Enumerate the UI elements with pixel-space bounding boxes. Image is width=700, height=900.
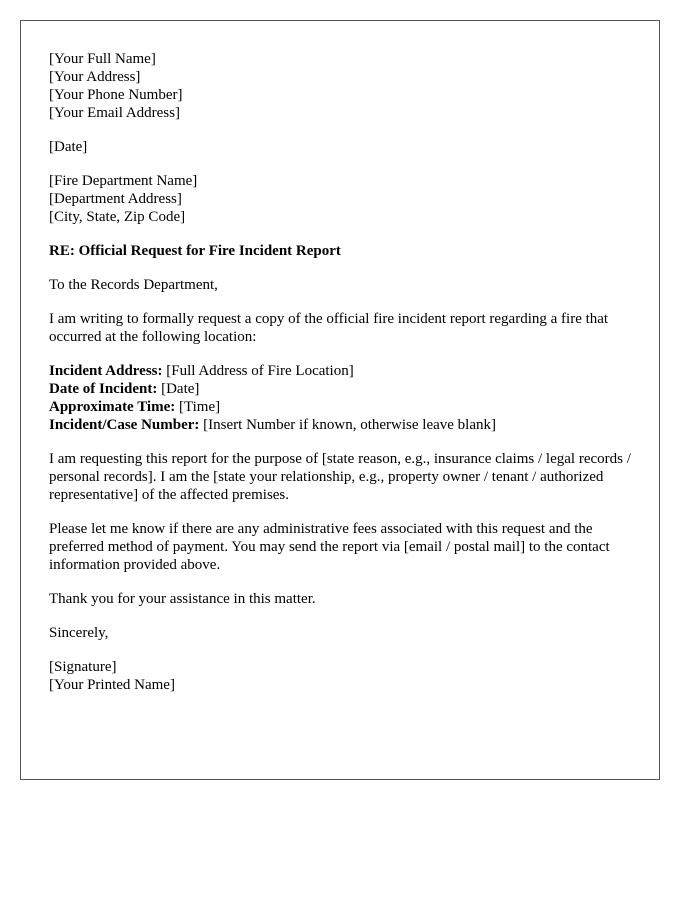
incident-address-label: Incident Address: — [49, 363, 163, 379]
sender-address: [Your Address] — [49, 69, 141, 85]
date-line: [Date] — [49, 139, 88, 155]
sender-block — [49, 50, 631, 122]
closing-line: Sincerely, — [49, 625, 109, 641]
intro-paragraph: I am writing to formally request a copy of the official fire incident report regarding a fire that occurred at the following location: — [49, 311, 609, 345]
incident-detail-row — [49, 362, 631, 380]
incident-address-value: [Full Address of Fire Location] — [162, 363, 354, 379]
sender-email: [Your Email Address] — [49, 105, 180, 121]
fees-paragraph: Please let me know if there are any administrative fees associated with this request and the preferred method of payment. You may send the report via [email / postal mail] to the contact information provided above. — [49, 521, 610, 573]
incident-detail-row — [49, 380, 631, 398]
subject-line: RE: Official Request for Fire Incident Report — [49, 243, 341, 259]
incident-case-number-label: Incident/Case Number: — [49, 417, 200, 433]
sender-phone: [Your Phone Number] — [49, 87, 183, 103]
signature-line: [Signature] — [49, 659, 117, 675]
recipient-block — [49, 172, 631, 226]
incident-detail-row — [49, 416, 631, 434]
signature-block — [49, 658, 631, 694]
recipient-department-address: [Department Address] — [49, 191, 182, 207]
sender-name: [Your Full Name] — [49, 51, 156, 67]
purpose-paragraph: I am requesting this report for the purpose of [state reason, e.g., insurance claims / legal records / personal records]. I am the [state your relationship, e.g., property owner / tenant / authorized representative] of the affected premises. — [49, 451, 631, 503]
incident-detail-row — [49, 398, 631, 416]
salutation: To the Records Department, — [49, 277, 218, 293]
thanks-line: Thank you for your assistance in this matter. — [49, 591, 316, 607]
incident-date-label: Date of Incident: — [49, 381, 158, 397]
recipient-department-name: [Fire Department Name] — [49, 173, 198, 189]
incident-date-value: [Date] — [157, 381, 200, 397]
incident-time-value: [Time] — [175, 399, 221, 415]
letter-page — [20, 20, 660, 780]
incident-time-label: Approximate Time: — [49, 399, 176, 415]
incident-details — [49, 362, 631, 434]
printed-name-line: [Your Printed Name] — [49, 677, 175, 693]
recipient-city-state-zip: [City, State, Zip Code] — [49, 209, 186, 225]
incident-case-number-value: [Insert Number if known, otherwise leave blank] — [199, 417, 496, 433]
